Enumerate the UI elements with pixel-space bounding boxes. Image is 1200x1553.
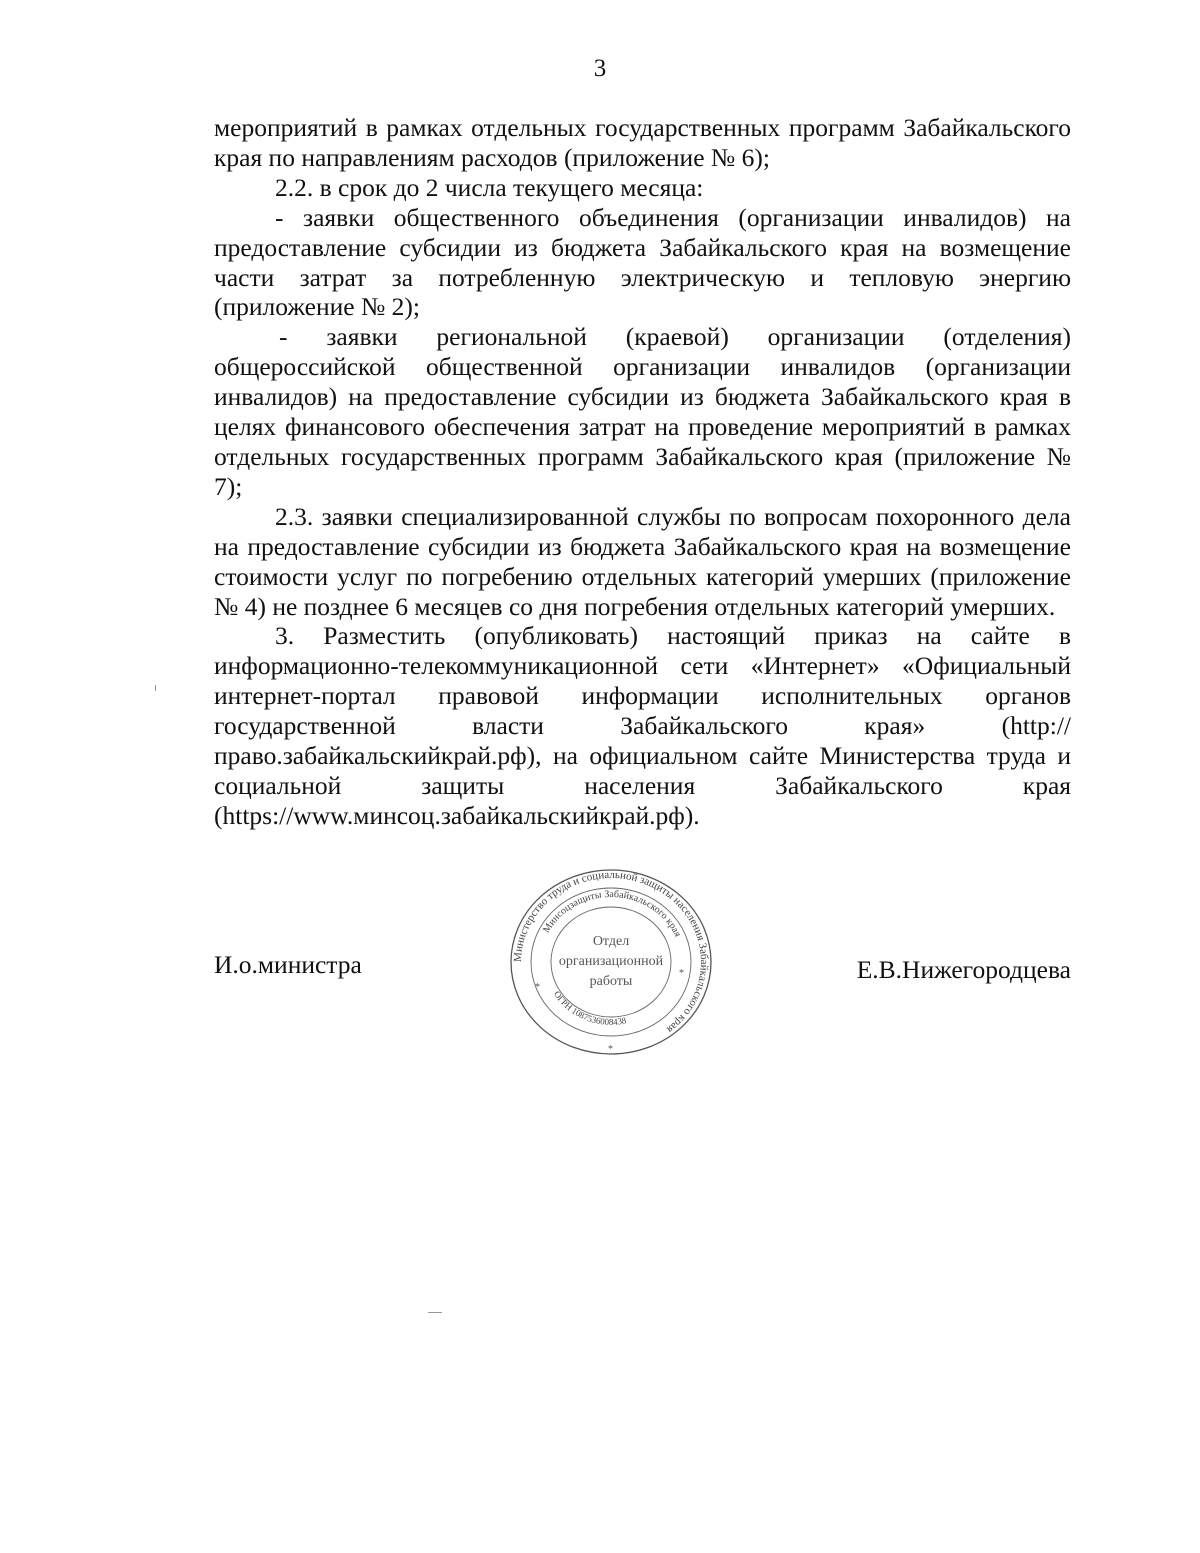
stamp-inner-text: Минсоцзащиты Забайкальского края [541,888,684,939]
scan-artifact [428,1312,442,1313]
stamp-center-line-1: Отдел [592,934,630,949]
signature-title: И.о.министра [214,950,362,979]
paragraph-3: 3. Разместить (опубликовать) настоящий приказ на сайте в информационно-телекоммуникационной сети «Интернет» «Официальный интернет-портал правовой информации исполнительных органов государственной власти Забайкальского края» (http://право.забайкальскийкрай.рф), на официальном сайте Министерства труда и социальной защиты населения Забайкальского края (https://www.минсоц.забайкальскийкрай.рф). [214,621,1071,830]
paragraph-item-organization-invalids: - заявки общественного объединения (организации инвалидов) на предоставление субсидии из бюджета Забайкальского края на возмещение части затрат за потребленную электрическую и тепловую энергию (приложение № 2); [214,202,1071,322]
stamp-star-right: * [679,968,684,979]
stamp-star-left: * [535,982,540,993]
page-number: 3 [593,55,607,82]
paragraph-2-2: 2.2. в срок до 2 числа текущего месяца: [275,172,704,202]
stamp-center-line-3: работы [589,974,633,989]
stamp-star-bottom: * [608,1044,613,1055]
stamp-center-line-2: организационной [558,954,664,969]
document-body [214,113,1071,831]
scan-artifact [155,685,156,691]
paragraph-continuation: мероприятий в рамках отдельных государственных программ Забайкальского края по направлениям расходов (приложение № 6); [214,113,1071,172]
stamp-outer-text: Министерство труда и социальной защиты населения Забайкальского края [511,868,711,1036]
signature-name: Е.В.Нижегородцева [856,955,1071,984]
paragraph-item-regional-organization: - заявки региональной (краевой) организации (отделения) общероссийской общественной организации инвалидов (организации инвалидов) на предоставление субсидии из бюджета Забайкальского края в целях финансового обеспечения затрат на проведение мероприятий в рамках отдельных государственных программ Забайкальского края (приложение № 7); [214,322,1071,501]
official-seal-stamp [507,866,715,1058]
stamp-ogrn-text: ОГРН 1087536008438 [551,989,628,1027]
svg-text:Минсоцзащиты Забайкальского кр [541,889,683,939]
paragraph-2-3: 2.3. заявки специализированной службы по вопросам похоронного дела на предоставление субсидии из бюджета Забайкальского края на возмещение стоимости услуг по погребению отдельных категорий умерших (приложение № 4) не позднее 6 месяцев со дня погребения отдельных категорий умерших. [214,501,1071,621]
